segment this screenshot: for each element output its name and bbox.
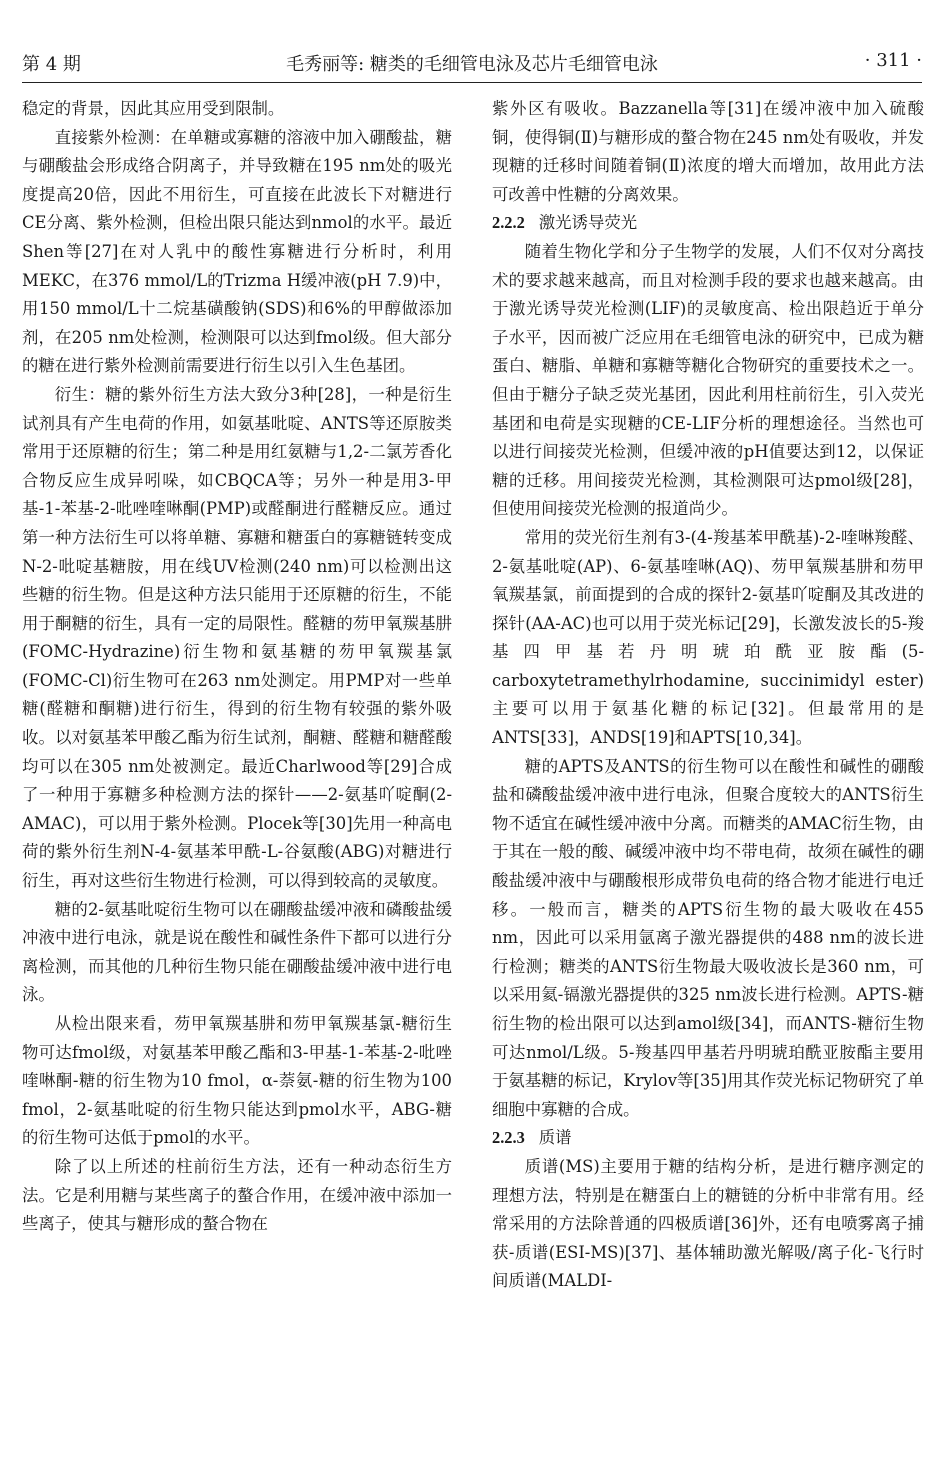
section-number: 2.2.3: [492, 1128, 525, 1148]
page-number: · 311 ·: [864, 50, 922, 71]
paragraph: 紫外区有吸收。Bazzanella等[31]在缓冲液中加入硫酸铜，使得铜(Ⅱ)与糖形成的螯合物在245 nm处有吸收，并发现糖的迁移时间随着铜(Ⅱ)浓度的增大而增加，故用此方法可改善中性糖的分离效果。: [492, 99, 924, 204]
paragraph: 衍生：糖的紫外衍生方法大致分3种[28]，一种是衍生试剂具有产生电荷的作用，如氨基吡啶、ANTS等还原胺类常用于还原糖的衍生；第二种是用红氨糖与1,2-二氯芳香化合物反应生成异吲哚，如CBQCA等；另外一种是用3-甲基-1-苯基-2-吡唑喹啉酮(PMP)或醛酮进行醛糖反应。通过第一种方法衍生可以将单糖、寡糖和糖蛋白的寡糖链转变成N-2-吡啶基糖胺，用在线UV检测(240 nm)可以检测出这些糖的衍生物。但是这种方法只能用于还原糖的衍生，不能用于酮糖的衍生，具有一定的局限性。醛糖的芴甲氧羰基肼(FOMC-Hydrazine)衍生物和氨基糖的芴甲氧羰基氯(FOMC-Cl)衍生物可在263 nm处测定。用PMP对一些单糖(醛糖和酮糖)进行衍生，得到的衍生物有较强的紫外吸收。以对氨基苯甲酸乙酯为衍生试剂，酮糖、醛糖和糖醛酸均可以在305 nm处被测定。最近Charlwood等[29]合成了一种用于寡糖多种检测方法的探针——2-氨基吖啶酮(2-AMAC)，可以用于紫外检测。Plocek等[30]先用一种高电荷的紫外衍生剂N-4-氨基苯甲酰-L-谷氨酸(ABG)对糖进行衍生，再对这些衍生物进行检测，可以得到较高的灵敏度。: [22, 384, 452, 891]
paragraph: 质谱(MS)主要用于糖的结构分析，是进行糖序测定的理想方法，特别是在糖蛋白上的糖链的分析中非常有用。经常采用的方法除普通的四极质谱[36]外，还有电喷雾离子捕获-质谱(ESI-MS)[37]、基体辅助激光解吸/离子化-飞行时间质谱(MALDI-: [492, 1156, 924, 1291]
paragraph: 稳定的背景，因此其应用受到限制。: [22, 99, 285, 118]
section-title: 激光诱导荧光: [538, 213, 638, 233]
paragraph: 糖的2-氨基吡啶衍生物可以在硼酸盐缓冲液和磷酸盐缓冲液中进行电泳，就是说在酸性和碱性条件下都可以进行分离检测，而其他的几种衍生物只能在硼酸盐缓冲液中进行电泳。: [22, 899, 452, 1005]
section-heading: [492, 209, 924, 238]
paragraph: 常用的荧光衍生剂有3-(4-羧基苯甲酰基)-2-喹啉羧醛、2-氨基吡啶(AP)、6-氨基喹啉(AQ)、芴甲氧羰基肼和芴甲氧羰基氯，前面提到的合成的探针2-氨基吖啶酮及其改进的探针(AA-AC)也可以用于荧光标记[29]，长激发波长的5-羧基四甲基若丹明琥珀酰亚胺酯(5-carboxytetramethylrhodamine, succinimidyl ester)主要可以用于氨基化糖的标记[32]。但最常用的是ANTS[33]，ANDS[19]和APTS[10,34]。: [492, 527, 924, 748]
section-title: 质谱: [538, 1128, 572, 1148]
left-column: [22, 95, 452, 1465]
section-number: 2.2.2: [492, 213, 525, 233]
right-column: [492, 95, 924, 1465]
paragraph: 直接紫外检测：在单糖或寡糖的溶液中加入硼酸盐，糖与硼酸盐会形成络合阴离子，并导致糖在195 nm处的吸光度提高20倍，因此不用衍生，可直接在此波长下对糖进行CE分离、紫外检测，但检出限只能达到nmol的水平。最近Shen等[27]在对人乳中的酸性寡糖进行分析时，利用MEKC，在376 mmol/L的Trizma H缓冲液(pH 7.9)中，用150 mmol/L十二烷基磺酸钠(SDS)和6%的甲醇做添加剂，在205 nm处检测，检测限可以达到fmol级。但大部分的糖在进行紫外检测前需要进行衍生以引入生色基团。: [22, 127, 452, 376]
section-heading: [492, 1124, 924, 1153]
issue-number: 第 4 期: [22, 54, 81, 75]
running-title: 毛秀丽等: 糖类的毛细管电泳及芯片毛细管电泳: [286, 54, 658, 75]
paragraph: 糖的APTS及ANTS的衍生物可以在酸性和碱性的硼酸盐和磷酸盐缓冲液中进行电泳，但聚合度较大的ANTS衍生物不适宜在碱性缓冲液中分离。而糖类的AMAC衍生物，由于其在一般的酸、碱缓冲液中均不带电荷，故须在碱性的硼酸盐缓冲液中与硼酸根形成带负电荷的络合物才能进行电迁移。一般而言，糖类的APTS衍生物的最大吸收在455 nm，因此可以采用氩离子激光器提供的488 nm的波长进行检测；糖类的ANTS衍生物最大吸收波长是360 nm，可以采用氦-镉激光器提供的325 nm波长进行检测。APTS-糖衍生物的检出限可以达到amol级[34]，而ANTS-糖衍生物可达nmol/L级。5-羧基四甲基若丹明琥珀酰亚胺酯主要用于氨基糖的标记，Krylov等[35]用其作荧光标记物研究了单细胞中寡糖的合成。: [492, 756, 924, 1119]
page-header: [22, 48, 922, 83]
paragraph: 随着生物化学和分子生物学的发展，人们不仅对分离技术的要求越来越高，而且对检测手段的要求也越来越高。由于激光诱导荧光检测(LIF)的灵敏度高、检出限趋近于单分子水平，因而被广泛应用在毛细管电泳的研究中，已成为糖蛋白、糖脂、单糖和寡糖等糖化合物研究的重要技术之一。但由于糖分子缺乏荧光基团，因此利用柱前衍生，引入荧光基团和电荷是实现糖的CE-LIF分析的理想途径。当然也可以进行间接荧光检测，但缓冲液的pH值要达到12，以保证糖的迁移。用间接荧光检测，其检测限可达pmol级[28]，但使用间接荧光检测的报道尚少。: [492, 241, 924, 519]
paragraph: 从检出限来看，芴甲氧羰基肼和芴甲氧羰基氯-糖衍生物可达fmol级，对氨基苯甲酸乙酯和3-甲基-1-苯基-2-吡唑喹啉酮-糖的衍生物为10 fmol，α-萘氨-糖的衍生物为100 fmol，2-氨基吡啶的衍生物只能达到pmol水平，ABG-糖的衍生物可达低于pmol的水平。: [22, 1014, 452, 1148]
paragraph: 除了以上所述的柱前衍生方法，还有一种动态衍生方法。它是利用糖与某些离子的螯合作用，在缓冲液中添加一些离子，使其与糖形成的螯合物在: [22, 1156, 452, 1234]
